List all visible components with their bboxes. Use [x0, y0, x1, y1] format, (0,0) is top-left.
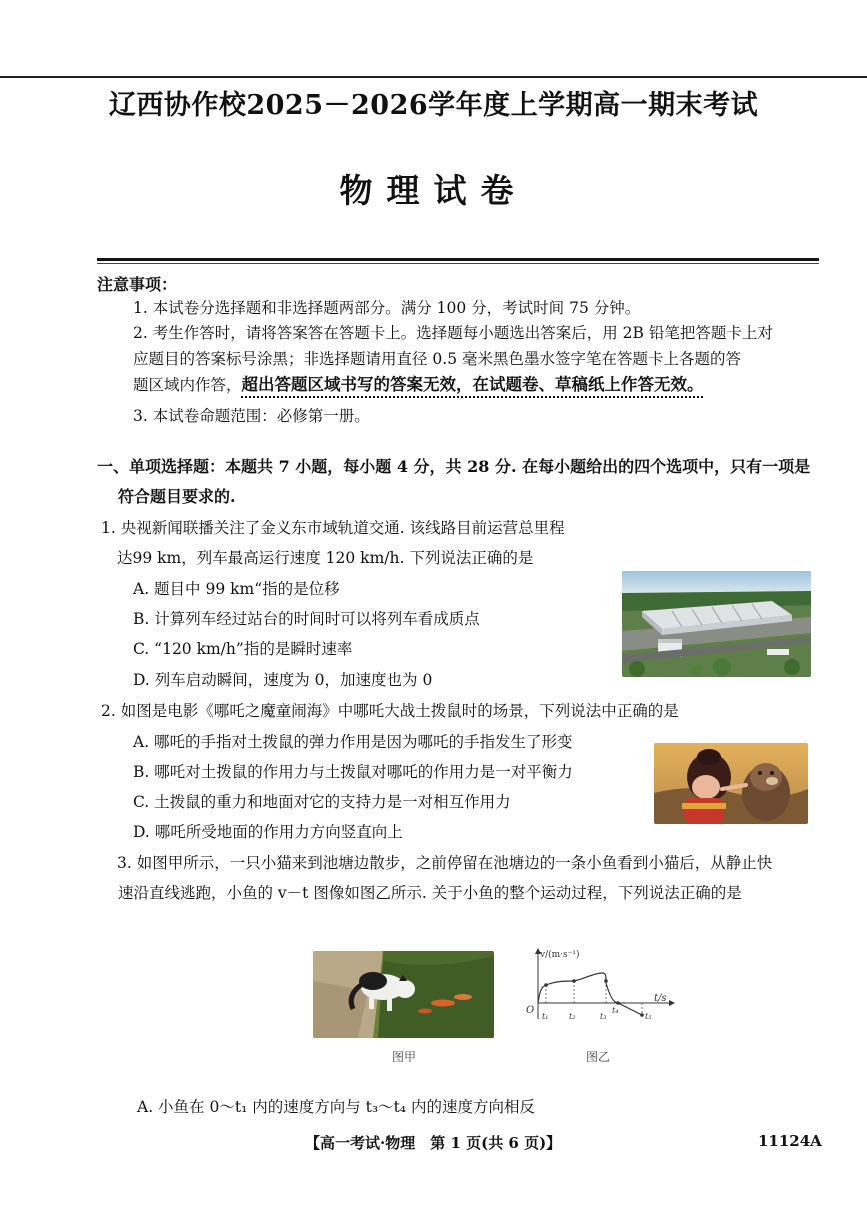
graph-x-label: t/s [654, 993, 667, 1004]
q2-option-c[interactable]: C. 土拨鼠的重力和地面对它的支持力是一对相互作用力 [133, 793, 511, 811]
notice-heading: 注意事项： [97, 275, 178, 294]
top-border-line [0, 76, 867, 78]
graph-origin: O [526, 1005, 535, 1016]
notice-emphasis: 超出答题区域书写的答案无效，在试题卷、草稿纸上作答无效。 [241, 375, 704, 394]
q1-stem-line-1: 1. 央视新闻联播关注了金义东市域轨道交通. 该线路目前运营总里程 [101, 519, 565, 537]
tick-t1: t₁ [542, 1012, 549, 1021]
notice-item-2-line-3 [133, 374, 704, 396]
subject-title: 物理试卷 [339, 171, 528, 210]
q2-option-d[interactable]: D. 哪吒所受地面的作用力方向竖直向上 [133, 823, 403, 841]
notice-item-2-line-2: 应题目的答案标号涂黑；非选择题请用直径 0.5 毫米黑色墨水签字笔在答题卡上各题的答 [133, 350, 742, 368]
notice-item-2-line-1: 2. 考生作答时，请将答案答在答题卡上。选择题每小题选出答案后，用 2B 铅笔把答题卡上对 [133, 324, 773, 342]
section-1-heading-cont: 符合题目要求的. [118, 487, 236, 506]
exam-code: 11124A [758, 1132, 822, 1150]
q3-vt-graph [518, 941, 678, 1031]
tick-t4: t₄ [612, 1006, 619, 1015]
q3-cat-fish-photo [313, 951, 494, 1038]
q1-stem-line-2: 达99 km，列车最高运行速度 120 km/h. 下列说法正确的是 [117, 549, 534, 567]
q1-option-d[interactable]: D. 列车启动瞬间，速度为 0，加速度也为 0 [133, 671, 433, 689]
q2-movie-still [654, 743, 808, 824]
title-divider [97, 258, 819, 261]
q3-stem-line-2: 速沿直线逃跑，小鱼的 v－t 图像如图乙所示. 关于小鱼的整个运动过程，下列说法正确的是 [118, 884, 742, 902]
notice-item-2-line-3-plain: 题区域内作答， [133, 376, 242, 394]
graph-y-label: v/(m·s⁻¹) [540, 950, 580, 960]
tick-t3: t₃ [600, 1012, 607, 1021]
section-1-heading: 一、单项选择题：本题共 7 小题，每小题 4 分，共 28 分. 在每小题给出的四个选项中，只有一项是 [97, 457, 811, 476]
q1-option-b[interactable]: B. 计算列车经过站台的时间时可以将列车看成质点 [133, 610, 480, 628]
q1-option-a[interactable]: A. 题目中 99 km“指的是位移 [133, 580, 340, 598]
exam-title: 辽西协作校2025－2026学年度上学期高一期末考试 [108, 90, 759, 121]
q3-option-a[interactable]: A. 小鱼在 0～t₁ 内的速度方向与 t₃～t₄ 内的速度方向相反 [137, 1098, 535, 1116]
tick-t2: t₂ [569, 1012, 576, 1021]
fig-b-caption: 图乙 [586, 1050, 611, 1064]
tick-t5: t₅ [645, 1012, 652, 1021]
q2-option-a[interactable]: A. 哪吒的手指对土拨鼠的弹力作用是因为哪吒的手指发生了形变 [133, 733, 573, 751]
q1-station-photo [622, 571, 811, 677]
q2-stem: 2. 如图是电影《哪吒之魔童闹海》中哪吒大战土拨鼠时的场景，下列说法中正确的是 [101, 702, 679, 720]
page-footer: 【高一考试·物理 第 1 页(共 6 页)】 [305, 1134, 562, 1152]
fig-a-caption: 图甲 [392, 1050, 417, 1064]
q2-option-b[interactable]: B. 哪吒对土拨鼠的作用力与土拨鼠对哪吒的作用力是一对平衡力 [133, 763, 573, 781]
notice-item-3: 3. 本试卷命题范围：必修第一册。 [133, 407, 370, 425]
notice-item-1: 1. 本试卷分选择题和非选择题两部分。满分 100 分，考试时间 75 分钟。 [133, 299, 641, 317]
vt-curve [538, 973, 642, 1015]
title-divider-thin [97, 263, 819, 264]
q1-option-c[interactable]: C. “120 km/h”指的是瞬时速率 [133, 640, 353, 658]
q3-stem-line-1: 3. 如图甲所示，一只小猫来到池塘边散步，之前停留在池塘边的一条小鱼看到小猫后，从静止快 [117, 854, 773, 872]
